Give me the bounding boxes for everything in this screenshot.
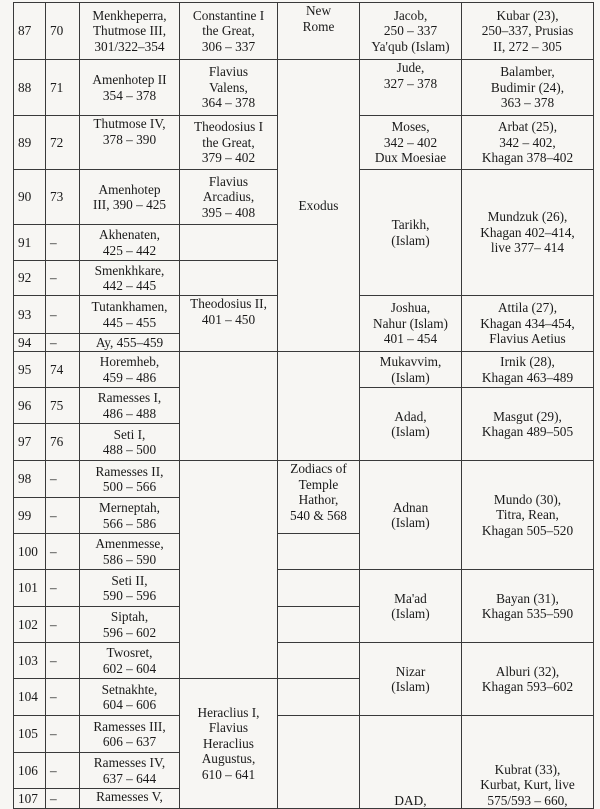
chronology-table: [13, 2, 594, 809]
table-row: [14, 3, 594, 60]
index-cell: 107: [14, 789, 46, 809]
sub-index-cell: –: [46, 296, 80, 334]
khagan-cell: Bayan (31), Khagan 535–590: [462, 570, 594, 643]
prophet-cell: Mukavvim, (Islam): [360, 352, 462, 388]
event-cell-empty: [278, 643, 360, 679]
index-cell: 96: [14, 388, 46, 424]
emperor-cell-empty: [180, 461, 278, 679]
index-cell: 104: [14, 679, 46, 716]
prophet-cell: Jude, 327 – 378: [360, 60, 462, 116]
pharaoh-cell: Ramesses III, 606 – 637: [80, 716, 180, 753]
khagan-cell: Attila (27), Khagan 434–454, Flavius Aetius: [462, 296, 594, 352]
pharaoh-cell: Ramesses IV, 637 – 644: [80, 753, 180, 789]
emperor-cell: Flavius Valens, 364 – 378: [180, 60, 278, 116]
index-cell: 88: [14, 60, 46, 116]
pharaoh-cell: Merneptah, 566 – 586: [80, 498, 180, 534]
sub-index-cell: –: [46, 334, 80, 352]
sub-index-cell: –: [46, 261, 80, 296]
pharaoh-cell: Smenkhkare, 442 – 445: [80, 261, 180, 296]
khagan-cell: Arbat (25), 342 – 402, Khagan 378–402: [462, 116, 594, 170]
prophet-cell: Jacob, 250 – 337 Ya'qub (Islam): [360, 3, 462, 60]
pharaoh-cell: Horemheb, 459 – 486: [80, 352, 180, 388]
sub-index-cell: 76: [46, 424, 80, 461]
sub-index-cell: –: [46, 643, 80, 679]
khagan-cell: Alburi (32), Khagan 593–602: [462, 643, 594, 716]
table-row: [14, 570, 594, 607]
sub-index-cell: 73: [46, 170, 80, 225]
emperor-cell: Heraclius I, Flavius Heraclius Augustus, 610 – 641: [180, 679, 278, 809]
event-cell-empty: [278, 570, 360, 607]
sub-index-cell: –: [46, 534, 80, 570]
index-cell: 103: [14, 643, 46, 679]
khagan-cell: Masgut (29), Khagan 489–505: [462, 388, 594, 461]
index-cell: 101: [14, 570, 46, 607]
table-row: [14, 352, 594, 388]
pharaoh-cell: Ramesses V,: [80, 789, 180, 809]
pharaoh-cell: Akhenaten, 425 – 442: [80, 225, 180, 261]
sub-index-cell: 74: [46, 352, 80, 388]
sub-index-cell: 71: [46, 60, 80, 116]
event-cell-empty: [278, 607, 360, 643]
sub-index-cell: –: [46, 225, 80, 261]
table-row: [14, 643, 594, 679]
pharaoh-cell: Seti I, 488 – 500: [80, 424, 180, 461]
table-row: [14, 60, 594, 116]
pharaoh-cell: Thutmose IV, 378 – 390: [80, 116, 180, 170]
sub-index-cell: –: [46, 679, 80, 716]
pharaoh-cell: Ramesses I, 486 – 488: [80, 388, 180, 424]
pharaoh-cell: Twosret, 602 – 604: [80, 643, 180, 679]
table-row: [14, 461, 594, 498]
prophet-cell: Nizar (Islam): [360, 643, 462, 716]
index-cell: 105: [14, 716, 46, 753]
sub-index-cell: –: [46, 753, 80, 789]
index-cell: 102: [14, 607, 46, 643]
pharaoh-cell: Ramesses II, 500 – 566: [80, 461, 180, 498]
emperor-cell-empty: [180, 225, 278, 261]
prophet-cell: Ma'ad (Islam): [360, 570, 462, 643]
sub-index-cell: 70: [46, 3, 80, 60]
index-cell: 97: [14, 424, 46, 461]
khagan-cell: Mundzuk (26), Khagan 402–414, live 377– 414: [462, 170, 594, 296]
sub-index-cell: –: [46, 461, 80, 498]
index-cell: 99: [14, 498, 46, 534]
pharaoh-cell: Amenmesse, 586 – 590: [80, 534, 180, 570]
sub-index-cell: 75: [46, 388, 80, 424]
pharaoh-cell: Tutankhamen, 445 – 455: [80, 296, 180, 334]
pharaoh-cell: Seti II, 590 – 596: [80, 570, 180, 607]
index-cell: 93: [14, 296, 46, 334]
sub-index-cell: –: [46, 570, 80, 607]
emperor-cell: Theodosius II, 401 – 450: [180, 296, 278, 352]
prophet-cell: Moses, 342 – 402 Dux Moesiae: [360, 116, 462, 170]
emperor-cell: Theodosius I the Great, 379 – 402: [180, 116, 278, 170]
event-cell-empty: [278, 716, 360, 809]
sub-index-cell: –: [46, 498, 80, 534]
emperor-cell: Constantine I the Great, 306 – 337: [180, 3, 278, 60]
pharaoh-cell: Siptah, 596 – 602: [80, 607, 180, 643]
prophet-cell: Joshua, Nahur (Islam) 401 – 454: [360, 296, 462, 352]
emperor-cell-empty: [180, 352, 278, 461]
index-cell: 95: [14, 352, 46, 388]
index-cell: 94: [14, 334, 46, 352]
khagan-cell: Kubrat (33), Kurbat, Kurt, live 575/593 – 660,: [462, 716, 594, 809]
index-cell: 91: [14, 225, 46, 261]
index-cell: 106: [14, 753, 46, 789]
prophet-cell: DAD,: [360, 716, 462, 809]
sub-index-cell: –: [46, 716, 80, 753]
event-cell: New Rome: [278, 3, 360, 60]
event-cell-empty: [278, 534, 360, 570]
khagan-cell: Irnik (28), Khagan 463–489: [462, 352, 594, 388]
pharaoh-cell: Amenhotep III, 390 – 425: [80, 170, 180, 225]
event-cell-empty: [278, 352, 360, 461]
prophet-cell: Adad, (Islam): [360, 388, 462, 461]
prophet-cell: Tarikh, (Islam): [360, 170, 462, 296]
pharaoh-cell: Menkheperra, Thutmose III, 301/322–354: [80, 3, 180, 60]
emperor-cell-empty: [180, 261, 278, 296]
event-cell-zodiacs: Zodiacs of Temple Hathor, 540 & 568: [278, 461, 360, 534]
pharaoh-cell: Setnakhte, 604 – 606: [80, 679, 180, 716]
pharaoh-cell: Ay, 455–459: [80, 334, 180, 352]
index-cell: 90: [14, 170, 46, 225]
khagan-cell: Mundo (30), Titra, Rean, Khagan 505–520: [462, 461, 594, 570]
index-cell: 98: [14, 461, 46, 498]
index-cell: 87: [14, 3, 46, 60]
index-cell: 89: [14, 116, 46, 170]
index-cell: 92: [14, 261, 46, 296]
sub-index-cell: –: [46, 789, 80, 809]
khagan-cell: Balamber, Budimir (24), 363 – 378: [462, 60, 594, 116]
event-cell-empty: [278, 679, 360, 716]
event-cell-exodus: Exodus: [278, 60, 360, 352]
pharaoh-cell: Amenhotep II 354 – 378: [80, 60, 180, 116]
khagan-cell: Kubar (23), 250–337, Prusias II, 272 – 305: [462, 3, 594, 60]
prophet-cell: Adnan (Islam): [360, 461, 462, 570]
sub-index-cell: 72: [46, 116, 80, 170]
emperor-cell: Flavius Arcadius, 395 – 408: [180, 170, 278, 225]
table-row: [14, 716, 594, 753]
sub-index-cell: –: [46, 607, 80, 643]
index-cell: 100: [14, 534, 46, 570]
